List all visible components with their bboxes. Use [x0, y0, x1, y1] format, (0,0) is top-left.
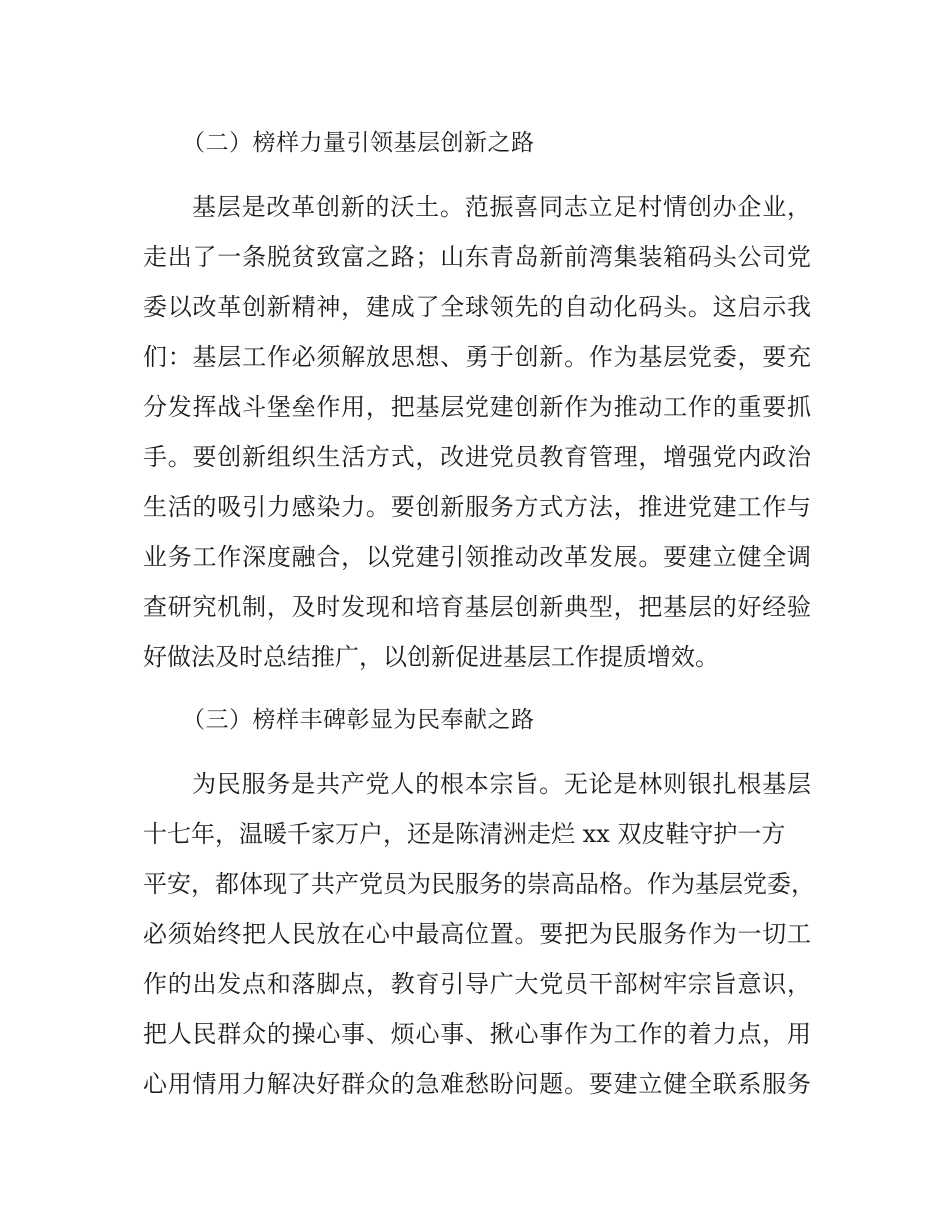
paragraph-line: 基层是改革创新的沃土。范振喜同志立足村情创办企业，	[192, 193, 811, 221]
paragraph-line: 生活的吸引力感染力。要创新服务方式方法，推进党建工作与	[143, 493, 811, 521]
paragraph-line: 为民服务是共产党人的根本宗旨。无论是林则银扎根基层	[192, 770, 811, 798]
paragraph-line: 把人民群众的操心事、烦心事、揪心事作为工作的着力点，用	[143, 1020, 811, 1048]
paragraph-line: 必须始终把人民放在心中最高位置。要把为民服务作为一切工	[143, 920, 811, 948]
paragraph-line: 心用情用力解决好群众的急难愁盼问题。要建立健全联系服务	[143, 1070, 811, 1098]
paragraph-line: 平安，都体现了共产党员为民服务的崇高品格。作为基层党委，	[143, 870, 815, 898]
section-heading-2: （二）榜样力量引领基层创新之路	[182, 130, 535, 156]
paragraph-line: 查研究机制，及时发现和培育基层创新典型，把基层的好经验	[143, 593, 811, 621]
paragraph-line: 分发挥战斗堡垒作用，把基层党建创新作为推动工作的重要抓	[143, 393, 811, 421]
paragraph-line: 十七年，温暖千家万户，还是陈清洲走烂 xx 双皮鞋守护一方	[143, 820, 786, 848]
paragraph-line: 手。要创新组织生活方式，改进党员教育管理，增强党内政治	[143, 443, 811, 471]
paragraph-line: 走出了一条脱贫致富之路；山东青岛新前湾集装箱码头公司党	[143, 243, 811, 271]
paragraph-line: 们：基层工作必须解放思想、勇于创新。作为基层党委，要充	[143, 343, 811, 371]
paragraph-line: 委以改革创新精神，建成了全球领先的自动化码头。这启示我	[143, 293, 811, 321]
paragraph-line: 业务工作深度融合，以党建引领推动改革发展。要建立健全调	[143, 543, 811, 571]
paragraph-line: 好做法及时总结推广，以创新促进基层工作提质增效。	[143, 643, 719, 671]
paragraph-line: 作的出发点和落脚点，教育引导广大党员干部树牢宗旨意识，	[143, 970, 811, 998]
section-heading-3: （三）榜样丰碑彰显为民奉献之路	[182, 707, 535, 733]
